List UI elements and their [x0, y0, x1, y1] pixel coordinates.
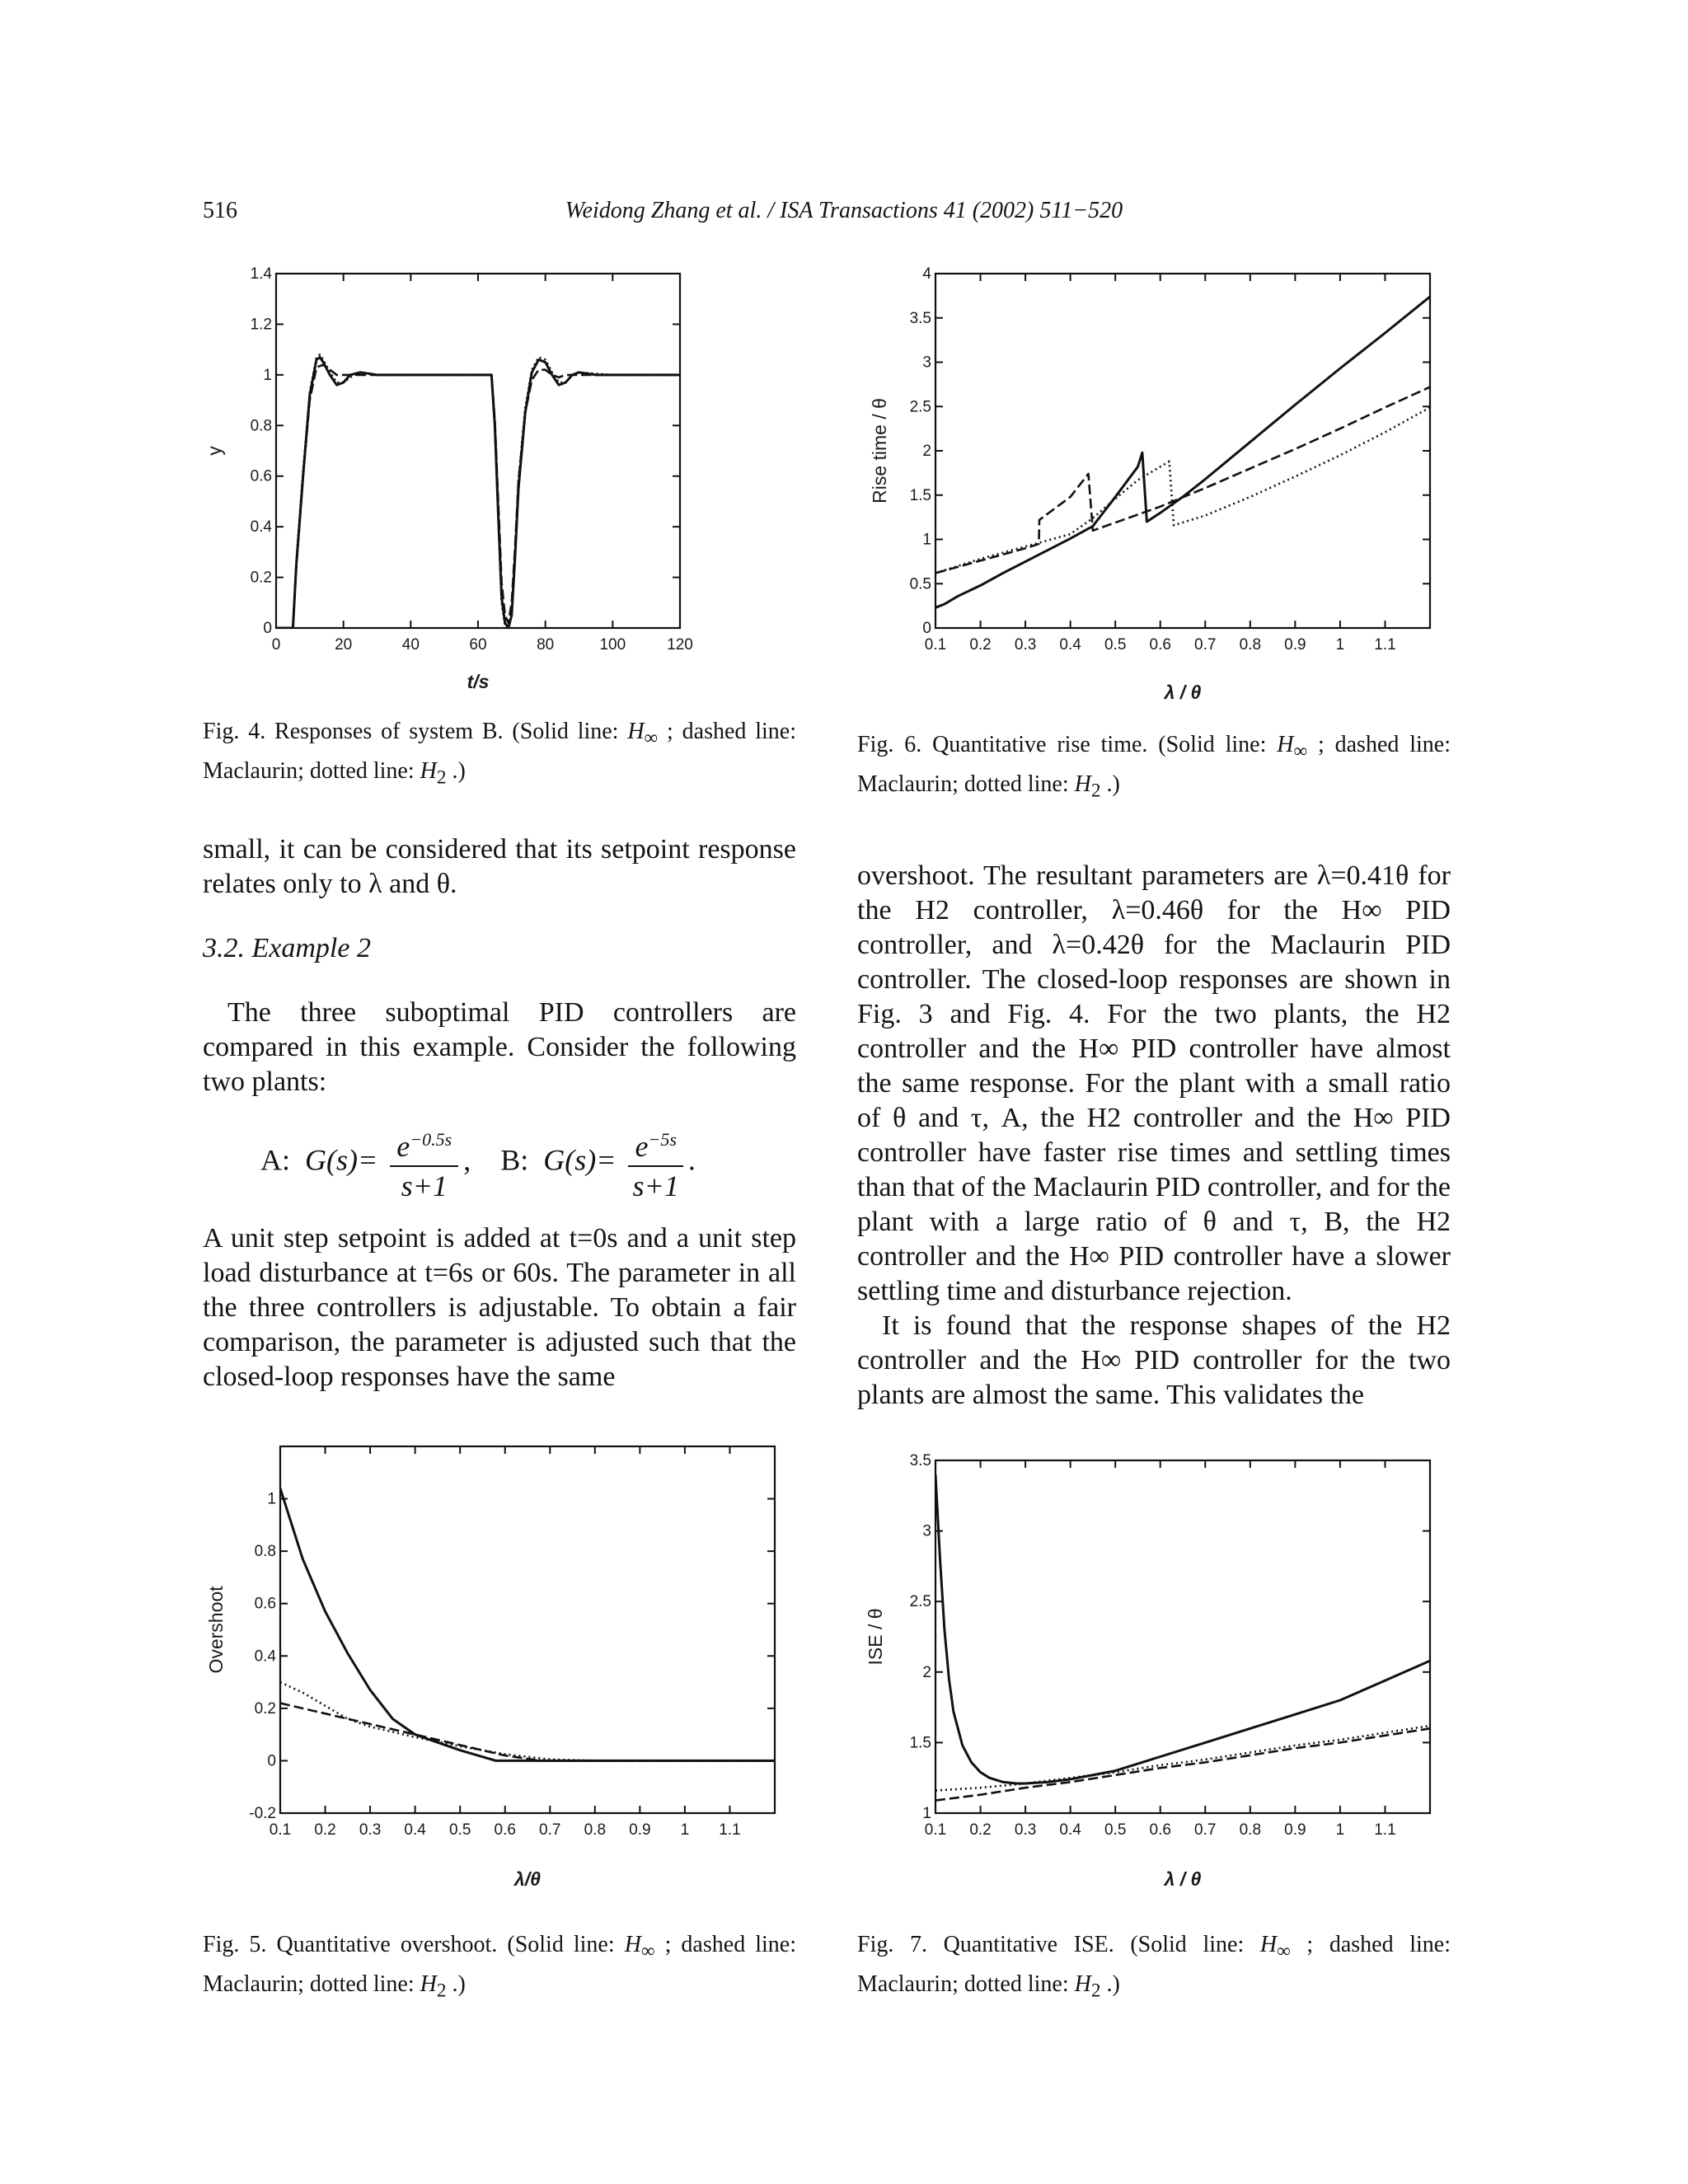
fig5-caption: Fig. 5. Quantitative overshoot. (Solid line: $H_\infty$ ; dashed line: Maclaurin; dotted line: $H_2$ .)	[203, 1932, 796, 2002]
x-axis-label: λ/θ	[513, 1868, 542, 1890]
y-tick-label: 0.2	[254, 1699, 276, 1718]
x-axis-label: λ / θ	[1164, 682, 1202, 703]
x-tick-label: 1	[680, 1821, 690, 1839]
y-axis-label: Rise time / θ	[869, 398, 890, 504]
left-column	[203, 832, 796, 1394]
x-tick-label: 0.9	[629, 1821, 651, 1839]
y-tick-label: 1.4	[250, 265, 272, 283]
fig6-caption: Fig. 6. Quantitative rise time. (Solid line: $H_\infty$ ; dashed line: Maclaurin; dotted line: $H_2$ .)	[857, 732, 1451, 802]
left-intro-paragraph: small, it can be considered that its setpoint response relates only to λ and θ.	[203, 834, 796, 899]
y-tick-label: 3	[922, 1522, 931, 1540]
y-tick-label: 2	[922, 443, 931, 460]
y-axis-label: Overshoot	[205, 1586, 227, 1674]
series-solid	[276, 357, 680, 628]
fig6-chart	[857, 264, 1451, 709]
x-tick-label: 1	[1335, 1821, 1345, 1839]
series-dotted	[276, 354, 680, 628]
x-tick-label: 0.7	[1194, 1821, 1217, 1839]
x-axis-label: λ / θ	[1164, 1868, 1202, 1890]
eq-b-fraction: $\frac{e^{-5s}}{s+1}$	[628, 1122, 682, 1203]
x-tick-label: 0.3	[359, 1821, 382, 1839]
setpoint-paragraph: A unit step setpoint is added at t=0s and a unit step load disturbance at t=6s or 60s. The parameter in all the three controllers is adjustable. To obtain a fair comparison, the parameter is adjusted such that the closed-loop responses have the same	[203, 1223, 796, 1392]
plot-frame	[276, 274, 680, 628]
y-tick-label: 2	[922, 1663, 931, 1681]
x-tick-label: 1.1	[719, 1821, 741, 1839]
x-tick-label: 0.1	[924, 636, 947, 654]
y-tick-label: 1.5	[909, 1734, 931, 1752]
fig4-caption: Fig. 4. Responses of system B. (Solid line: $H_\infty$ ; dashed line: Maclaurin; dotted line: $H_2$ .)	[203, 719, 797, 789]
eq-a-lhs: G(s)=	[305, 1143, 378, 1177]
y-tick-label: 1.5	[909, 486, 931, 504]
x-tick-label: 0.2	[969, 636, 992, 654]
plant-equations: A: G(s)= $\frac{e^{-0.5s}}{s+1}$ , B: G(s)= $\frac{e^{-5s}}{s+1}$ .	[260, 1122, 796, 1203]
y-tick-label: 0.6	[254, 1595, 276, 1613]
example-paragraph: The three suboptimal PID controllers are compared in this example. Consider the following two plants:	[203, 997, 796, 1097]
y-tick-label: 0.4	[250, 518, 272, 537]
x-tick-label: 100	[599, 636, 626, 654]
x-tick-label: 0.7	[1194, 636, 1217, 654]
x-tick-label: 0.1	[924, 1821, 947, 1839]
y-tick-label: 0	[267, 1752, 276, 1770]
eq-b-label: B:	[500, 1143, 529, 1177]
y-axis-label: y	[204, 446, 225, 456]
series-solid	[935, 1474, 1430, 1783]
x-tick-label: 0.5	[1104, 1821, 1127, 1839]
y-tick-label: 3	[922, 354, 931, 372]
x-tick-label: 0.8	[1239, 636, 1262, 654]
fig5-chart	[198, 1434, 791, 1896]
x-tick-label: 1.1	[1374, 1821, 1396, 1839]
x-tick-label: 0.3	[1014, 636, 1037, 654]
x-tick-label: 0.4	[1059, 1821, 1081, 1839]
plot-frame	[935, 1460, 1430, 1813]
x-tick-label: 60	[469, 636, 487, 654]
x-tick-label: 1	[1335, 636, 1345, 654]
x-tick-label: 80	[537, 636, 555, 654]
x-tick-label: 0.4	[404, 1821, 426, 1839]
y-tick-label: 1	[922, 1805, 931, 1822]
series-dotted	[935, 1726, 1430, 1791]
x-tick-label: 40	[401, 636, 420, 654]
x-tick-label: 0.6	[494, 1821, 516, 1839]
y-tick-label: 0.8	[250, 417, 272, 435]
x-tick-label: 0.2	[314, 1821, 336, 1839]
x-tick-label: 0.8	[1239, 1821, 1262, 1839]
section-heading: 3.2. Example 2	[203, 933, 371, 963]
x-tick-label: 0.9	[1284, 636, 1306, 654]
y-tick-label: 1	[267, 1490, 276, 1508]
x-tick-label: 0.2	[969, 1821, 992, 1839]
eq-a-label: A:	[260, 1143, 290, 1177]
eq-b-lhs: G(s)=	[543, 1143, 617, 1177]
y-tick-label: 0.5	[909, 575, 931, 593]
x-tick-label: 0.5	[1104, 636, 1127, 654]
x-tick-label: 0.6	[1149, 1821, 1171, 1839]
page-number: 516	[203, 198, 237, 223]
y-tick-label: 2.5	[909, 1593, 931, 1611]
x-tick-label: 0.8	[584, 1821, 607, 1839]
series-dashed	[276, 365, 680, 628]
results-paragraph: overshoot. The resultant parameters are λ=0.41θ for the H2 controller, λ=0.46θ for the H∞ PID controller, and λ=0.42θ for the Maclaurin PID controller. The closed-loop responses are shown in Fig. 3 and Fig. 4. For the two plants, the H2 controller and the H∞ PID controller have almost the same response. For the plant with a small ratio of θ and τ, A, the H2 controller and the H∞ PID controller have faster rise times and settling times than that of the Maclaurin PID controller, and for the plant with a large ratio of θ and τ, B, the H2 controller and the H∞ PID controller have a slower settling time and disturbance rejection.	[857, 860, 1451, 1306]
x-tick-label: 0	[271, 636, 281, 654]
right-column	[857, 859, 1451, 1413]
x-tick-label: 0.3	[1014, 1821, 1037, 1839]
plot-frame	[935, 274, 1430, 628]
eq-a-fraction: $\frac{e^{-0.5s}}{s+1}$	[390, 1122, 458, 1203]
y-tick-label: 0	[922, 620, 931, 637]
running-title: Weidong Zhang et al. / ISA Transactions 41 (2002) 511−520	[565, 198, 1123, 223]
y-tick-label: 3.5	[909, 1452, 931, 1469]
fig7-chart	[857, 1451, 1451, 1896]
validation-paragraph: It is found that the response shapes of the H2 controller and the H∞ PID controller for the two plants are almost the same. This validates the	[857, 1310, 1451, 1410]
x-tick-label: 0.7	[539, 1821, 561, 1839]
x-tick-label: 1.1	[1374, 636, 1396, 654]
y-axis-label: ISE / θ	[865, 1608, 886, 1666]
y-tick-label: 0	[263, 620, 272, 637]
series-dashed	[935, 387, 1430, 574]
y-tick-label: 1	[263, 366, 272, 384]
y-tick-label: 0.8	[254, 1543, 276, 1561]
y-tick-label: 4	[922, 265, 931, 283]
y-tick-label: -0.2	[249, 1805, 276, 1822]
x-tick-label: 0.9	[1284, 1821, 1306, 1839]
series-dashed	[935, 1728, 1430, 1800]
x-tick-label: 0.4	[1059, 636, 1081, 654]
x-tick-label: 0.6	[1149, 636, 1171, 654]
series-dashed	[280, 1704, 775, 1761]
y-tick-label: 3.5	[909, 309, 931, 327]
y-tick-label: 1.2	[250, 316, 272, 334]
y-tick-label: 2.5	[909, 398, 931, 416]
y-tick-label: 1	[922, 531, 931, 549]
series-solid	[935, 297, 1430, 607]
x-tick-label: 0.5	[448, 1821, 471, 1839]
fig4-chart	[198, 264, 808, 709]
y-tick-label: 0.4	[254, 1647, 276, 1666]
y-tick-label: 0.6	[250, 467, 272, 485]
y-tick-label: 0.2	[250, 569, 272, 587]
series-dotted	[935, 407, 1430, 573]
x-tick-label: 120	[667, 636, 693, 654]
x-axis-label: t/s	[467, 671, 490, 692]
x-tick-label: 0.1	[269, 1821, 292, 1839]
x-tick-label: 20	[335, 636, 353, 654]
fig7-caption: Fig. 7. Quantitative ISE. (Solid line: $H_\infty$ ; dashed line: Maclaurin; dotted line: $H_2$ .)	[857, 1932, 1451, 2002]
